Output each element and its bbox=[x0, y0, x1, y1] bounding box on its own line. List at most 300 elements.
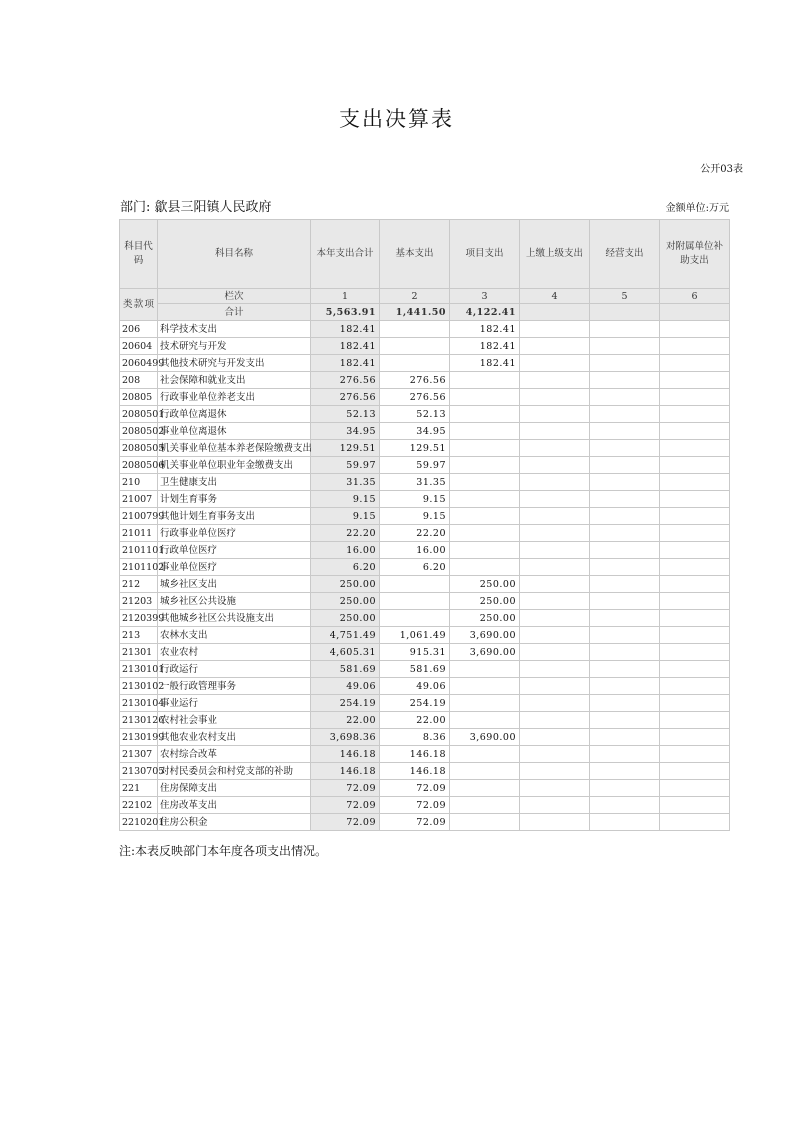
row-code: 213 bbox=[120, 627, 158, 644]
row-business bbox=[590, 576, 660, 593]
row-name: 社会保障和就业支出 bbox=[158, 372, 311, 389]
table-row bbox=[120, 576, 730, 593]
table-row bbox=[120, 610, 730, 627]
row-name: 事业单位离退休 bbox=[158, 423, 311, 440]
row-business bbox=[590, 389, 660, 406]
row-business bbox=[590, 508, 660, 525]
row-upper bbox=[520, 644, 590, 661]
row-total: 250.00 bbox=[311, 593, 380, 610]
expenditure-table bbox=[119, 219, 730, 831]
table-row bbox=[120, 355, 730, 372]
row-name: 城乡社区支出 bbox=[158, 576, 311, 593]
row-business bbox=[590, 440, 660, 457]
row-basic: 8.36 bbox=[380, 729, 450, 746]
row-code: 2101102 bbox=[120, 559, 158, 576]
table-header-row bbox=[120, 220, 730, 289]
total-row bbox=[120, 304, 730, 321]
row-upper bbox=[520, 797, 590, 814]
row-basic: 129.51 bbox=[380, 440, 450, 457]
row-project bbox=[450, 372, 520, 389]
table-row bbox=[120, 423, 730, 440]
row-basic: 22.20 bbox=[380, 525, 450, 542]
table-row bbox=[120, 525, 730, 542]
row-basic bbox=[380, 355, 450, 372]
row-subsidy bbox=[660, 389, 730, 406]
department-label: 部门: 歙县三阳镇人民政府 bbox=[120, 200, 272, 215]
row-name: 行政事业单位医疗 bbox=[158, 525, 311, 542]
row-upper bbox=[520, 780, 590, 797]
col-index-5: 5 bbox=[590, 289, 660, 304]
row-total: 182.41 bbox=[311, 321, 380, 338]
row-basic: 52.13 bbox=[380, 406, 450, 423]
row-upper bbox=[520, 423, 590, 440]
row-business bbox=[590, 321, 660, 338]
row-name: 事业运行 bbox=[158, 695, 311, 712]
row-total: 72.09 bbox=[311, 780, 380, 797]
row-name: 其他农业农村支出 bbox=[158, 729, 311, 746]
row-business bbox=[590, 338, 660, 355]
row-project bbox=[450, 457, 520, 474]
row-upper bbox=[520, 559, 590, 576]
header-lanci: 栏次 bbox=[158, 289, 311, 304]
table-row bbox=[120, 729, 730, 746]
table-row bbox=[120, 644, 730, 661]
row-subsidy bbox=[660, 661, 730, 678]
row-project bbox=[450, 389, 520, 406]
row-code: 2130126 bbox=[120, 712, 158, 729]
row-business bbox=[590, 763, 660, 780]
row-subsidy bbox=[660, 321, 730, 338]
row-project bbox=[450, 746, 520, 763]
row-basic: 254.19 bbox=[380, 695, 450, 712]
row-upper bbox=[520, 372, 590, 389]
row-subsidy bbox=[660, 746, 730, 763]
row-subsidy bbox=[660, 338, 730, 355]
row-basic: 146.18 bbox=[380, 746, 450, 763]
row-name: 机关事业单位基本养老保险缴费支出 bbox=[158, 440, 311, 457]
row-code: 2120399 bbox=[120, 610, 158, 627]
row-subsidy bbox=[660, 559, 730, 576]
row-name: 一般行政管理事务 bbox=[158, 678, 311, 695]
row-basic: 31.35 bbox=[380, 474, 450, 491]
row-total: 22.20 bbox=[311, 525, 380, 542]
header-name: 科目名称 bbox=[158, 220, 311, 289]
row-total: 254.19 bbox=[311, 695, 380, 712]
row-upper bbox=[520, 695, 590, 712]
table-row bbox=[120, 457, 730, 474]
row-business bbox=[590, 627, 660, 644]
row-basic: 72.09 bbox=[380, 797, 450, 814]
row-total: 52.13 bbox=[311, 406, 380, 423]
header-code: 科目代码 bbox=[120, 220, 158, 289]
row-total: 146.18 bbox=[311, 763, 380, 780]
row-upper bbox=[520, 440, 590, 457]
row-total: 276.56 bbox=[311, 389, 380, 406]
row-total: 72.09 bbox=[311, 814, 380, 831]
row-code: 2080506 bbox=[120, 457, 158, 474]
row-subsidy bbox=[660, 814, 730, 831]
row-code: 20604 bbox=[120, 338, 158, 355]
row-project bbox=[450, 661, 520, 678]
table-row bbox=[120, 542, 730, 559]
row-subsidy bbox=[660, 355, 730, 372]
row-code: 21007 bbox=[120, 491, 158, 508]
row-total: 34.95 bbox=[311, 423, 380, 440]
row-name: 行政单位医疗 bbox=[158, 542, 311, 559]
row-code: 206 bbox=[120, 321, 158, 338]
row-subsidy bbox=[660, 457, 730, 474]
row-total: 3,698.36 bbox=[311, 729, 380, 746]
row-basic: 59.97 bbox=[380, 457, 450, 474]
row-subsidy bbox=[660, 712, 730, 729]
column-index-row bbox=[120, 289, 730, 304]
row-total: 182.41 bbox=[311, 355, 380, 372]
row-total: 31.35 bbox=[311, 474, 380, 491]
table-row bbox=[120, 474, 730, 491]
table-row bbox=[120, 780, 730, 797]
row-business bbox=[590, 814, 660, 831]
row-subsidy bbox=[660, 508, 730, 525]
row-project: 250.00 bbox=[450, 610, 520, 627]
row-total: 276.56 bbox=[311, 372, 380, 389]
row-business bbox=[590, 780, 660, 797]
row-business bbox=[590, 593, 660, 610]
row-basic bbox=[380, 610, 450, 627]
row-name: 农业农村 bbox=[158, 644, 311, 661]
row-subsidy bbox=[660, 406, 730, 423]
col-index-3: 3 bbox=[450, 289, 520, 304]
row-name: 农村综合改革 bbox=[158, 746, 311, 763]
table-row bbox=[120, 678, 730, 695]
row-basic: 49.06 bbox=[380, 678, 450, 695]
row-project bbox=[450, 712, 520, 729]
row-code: 20805 bbox=[120, 389, 158, 406]
table-row bbox=[120, 372, 730, 389]
table-row bbox=[120, 406, 730, 423]
row-project bbox=[450, 406, 520, 423]
row-code: 208 bbox=[120, 372, 158, 389]
header-lei-kuan-xiang bbox=[120, 289, 158, 321]
row-upper bbox=[520, 593, 590, 610]
row-upper bbox=[520, 627, 590, 644]
row-project: 182.41 bbox=[450, 338, 520, 355]
row-project bbox=[450, 508, 520, 525]
row-basic: 34.95 bbox=[380, 423, 450, 440]
row-subsidy bbox=[660, 644, 730, 661]
row-subsidy bbox=[660, 423, 730, 440]
total-sum: 5,563.91 bbox=[311, 304, 380, 321]
row-basic: 1,061.49 bbox=[380, 627, 450, 644]
row-subsidy bbox=[660, 372, 730, 389]
row-code: 2130104 bbox=[120, 695, 158, 712]
form-number: 公开03表 bbox=[700, 164, 743, 175]
row-name: 农林水支出 bbox=[158, 627, 311, 644]
row-business bbox=[590, 542, 660, 559]
header-business: 经营支出 bbox=[590, 220, 660, 289]
col-index-6: 6 bbox=[660, 289, 730, 304]
col-index-4: 4 bbox=[520, 289, 590, 304]
row-name: 技术研究与开发 bbox=[158, 338, 311, 355]
footnote: 注:本表反映部门本年度各项支出情况。 bbox=[119, 844, 328, 858]
row-basic bbox=[380, 576, 450, 593]
table-row bbox=[120, 814, 730, 831]
row-project bbox=[450, 780, 520, 797]
header-upper: 上缴上级支出 bbox=[520, 220, 590, 289]
row-subsidy bbox=[660, 576, 730, 593]
row-subsidy bbox=[660, 610, 730, 627]
row-total: 182.41 bbox=[311, 338, 380, 355]
row-code: 2101101 bbox=[120, 542, 158, 559]
header-lei: 类 bbox=[123, 299, 133, 310]
row-subsidy bbox=[660, 474, 730, 491]
row-subsidy bbox=[660, 797, 730, 814]
table-row bbox=[120, 712, 730, 729]
row-project bbox=[450, 423, 520, 440]
row-subsidy bbox=[660, 593, 730, 610]
row-name: 卫生健康支出 bbox=[158, 474, 311, 491]
row-subsidy bbox=[660, 440, 730, 457]
row-upper bbox=[520, 491, 590, 508]
row-code: 2130705 bbox=[120, 763, 158, 780]
row-upper bbox=[520, 355, 590, 372]
row-basic: 6.20 bbox=[380, 559, 450, 576]
row-total: 129.51 bbox=[311, 440, 380, 457]
row-code: 21011 bbox=[120, 525, 158, 542]
total-business bbox=[590, 304, 660, 321]
row-subsidy bbox=[660, 491, 730, 508]
row-basic bbox=[380, 593, 450, 610]
table-row bbox=[120, 491, 730, 508]
row-total: 9.15 bbox=[311, 508, 380, 525]
row-upper bbox=[520, 321, 590, 338]
row-project bbox=[450, 814, 520, 831]
table-row bbox=[120, 797, 730, 814]
row-name: 住房改革支出 bbox=[158, 797, 311, 814]
row-code: 2080501 bbox=[120, 406, 158, 423]
row-basic bbox=[380, 321, 450, 338]
row-total: 16.00 bbox=[311, 542, 380, 559]
total-label: 合计 bbox=[158, 304, 311, 321]
row-subsidy bbox=[660, 729, 730, 746]
table-row bbox=[120, 763, 730, 780]
row-total: 250.00 bbox=[311, 610, 380, 627]
row-code: 2130101 bbox=[120, 661, 158, 678]
row-business bbox=[590, 525, 660, 542]
row-subsidy bbox=[660, 780, 730, 797]
row-code: 21307 bbox=[120, 746, 158, 763]
table-row bbox=[120, 746, 730, 763]
table-row bbox=[120, 389, 730, 406]
header-xiang: 项 bbox=[144, 299, 154, 310]
row-name: 其他城乡社区公共设施支出 bbox=[158, 610, 311, 627]
table-row bbox=[120, 559, 730, 576]
row-project: 250.00 bbox=[450, 593, 520, 610]
row-subsidy bbox=[660, 678, 730, 695]
row-upper bbox=[520, 746, 590, 763]
row-project bbox=[450, 695, 520, 712]
row-project: 250.00 bbox=[450, 576, 520, 593]
row-name: 对村民委员会和村党支部的补助 bbox=[158, 763, 311, 780]
row-upper bbox=[520, 729, 590, 746]
row-upper bbox=[520, 576, 590, 593]
row-code: 2080502 bbox=[120, 423, 158, 440]
row-business bbox=[590, 559, 660, 576]
row-total: 9.15 bbox=[311, 491, 380, 508]
row-basic bbox=[380, 338, 450, 355]
row-project: 3,690.00 bbox=[450, 729, 520, 746]
total-subsidy bbox=[660, 304, 730, 321]
row-upper bbox=[520, 474, 590, 491]
page-title: 支出决算表 bbox=[339, 107, 454, 131]
row-upper bbox=[520, 814, 590, 831]
row-business bbox=[590, 695, 660, 712]
row-total: 581.69 bbox=[311, 661, 380, 678]
row-total: 72.09 bbox=[311, 797, 380, 814]
row-upper bbox=[520, 712, 590, 729]
row-basic: 16.00 bbox=[380, 542, 450, 559]
row-total: 250.00 bbox=[311, 576, 380, 593]
row-code: 2100799 bbox=[120, 508, 158, 525]
row-upper bbox=[520, 406, 590, 423]
row-code: 21301 bbox=[120, 644, 158, 661]
row-project bbox=[450, 474, 520, 491]
row-upper bbox=[520, 678, 590, 695]
row-name: 机关事业单位职业年金缴费支出 bbox=[158, 457, 311, 474]
header-kuan: 款 bbox=[133, 299, 144, 310]
row-total: 59.97 bbox=[311, 457, 380, 474]
header-basic: 基本支出 bbox=[380, 220, 450, 289]
row-name: 其他计划生育事务支出 bbox=[158, 508, 311, 525]
row-project bbox=[450, 542, 520, 559]
row-code: 22102 bbox=[120, 797, 158, 814]
row-basic: 9.15 bbox=[380, 491, 450, 508]
row-code: 2130199 bbox=[120, 729, 158, 746]
row-basic: 581.69 bbox=[380, 661, 450, 678]
row-business bbox=[590, 729, 660, 746]
header-subsidy: 对附属单位补助支出 bbox=[660, 220, 730, 289]
row-subsidy bbox=[660, 542, 730, 559]
row-upper bbox=[520, 542, 590, 559]
row-name: 事业单位医疗 bbox=[158, 559, 311, 576]
row-business bbox=[590, 491, 660, 508]
row-business bbox=[590, 661, 660, 678]
row-name: 计划生育事务 bbox=[158, 491, 311, 508]
row-upper bbox=[520, 525, 590, 542]
row-code: 210 bbox=[120, 474, 158, 491]
row-business bbox=[590, 610, 660, 627]
table-row bbox=[120, 593, 730, 610]
table-row bbox=[120, 321, 730, 338]
row-project bbox=[450, 763, 520, 780]
row-upper bbox=[520, 457, 590, 474]
total-basic: 1,441.50 bbox=[380, 304, 450, 321]
row-code: 2080505 bbox=[120, 440, 158, 457]
row-code: 2060499 bbox=[120, 355, 158, 372]
row-name: 住房公积金 bbox=[158, 814, 311, 831]
row-project bbox=[450, 678, 520, 695]
table-row bbox=[120, 661, 730, 678]
row-project: 3,690.00 bbox=[450, 627, 520, 644]
row-business bbox=[590, 797, 660, 814]
row-project bbox=[450, 797, 520, 814]
row-business bbox=[590, 746, 660, 763]
row-basic: 276.56 bbox=[380, 389, 450, 406]
unit-label: 金额单位:万元 bbox=[665, 203, 729, 214]
table-row bbox=[120, 508, 730, 525]
row-name: 行政运行 bbox=[158, 661, 311, 678]
row-business bbox=[590, 644, 660, 661]
row-code: 212 bbox=[120, 576, 158, 593]
row-basic: 9.15 bbox=[380, 508, 450, 525]
table-row bbox=[120, 440, 730, 457]
row-basic: 22.00 bbox=[380, 712, 450, 729]
row-project: 3,690.00 bbox=[450, 644, 520, 661]
row-total: 4,751.49 bbox=[311, 627, 380, 644]
row-name: 行政事业单位养老支出 bbox=[158, 389, 311, 406]
row-code: 2130102 bbox=[120, 678, 158, 695]
header-total: 本年支出合计 bbox=[311, 220, 380, 289]
row-name: 行政单位离退休 bbox=[158, 406, 311, 423]
row-project bbox=[450, 440, 520, 457]
col-index-2: 2 bbox=[380, 289, 450, 304]
row-business bbox=[590, 678, 660, 695]
row-business bbox=[590, 423, 660, 440]
row-upper bbox=[520, 610, 590, 627]
row-total: 49.06 bbox=[311, 678, 380, 695]
row-upper bbox=[520, 661, 590, 678]
row-upper bbox=[520, 389, 590, 406]
total-upper bbox=[520, 304, 590, 321]
row-name: 农村社会事业 bbox=[158, 712, 311, 729]
row-project bbox=[450, 559, 520, 576]
row-upper bbox=[520, 338, 590, 355]
row-subsidy bbox=[660, 695, 730, 712]
row-project bbox=[450, 491, 520, 508]
row-total: 146.18 bbox=[311, 746, 380, 763]
row-name: 住房保障支出 bbox=[158, 780, 311, 797]
table-row bbox=[120, 627, 730, 644]
row-subsidy bbox=[660, 525, 730, 542]
row-name: 科学技术支出 bbox=[158, 321, 311, 338]
row-business bbox=[590, 712, 660, 729]
row-business bbox=[590, 457, 660, 474]
row-basic: 72.09 bbox=[380, 814, 450, 831]
row-code: 21203 bbox=[120, 593, 158, 610]
row-basic: 915.31 bbox=[380, 644, 450, 661]
row-project: 182.41 bbox=[450, 321, 520, 338]
row-name: 其他技术研究与开发支出 bbox=[158, 355, 311, 372]
row-code: 2210201 bbox=[120, 814, 158, 831]
row-basic: 276.56 bbox=[380, 372, 450, 389]
row-total: 4,605.31 bbox=[311, 644, 380, 661]
row-business bbox=[590, 355, 660, 372]
row-project bbox=[450, 525, 520, 542]
row-basic: 146.18 bbox=[380, 763, 450, 780]
col-index-1: 1 bbox=[311, 289, 380, 304]
table-row bbox=[120, 338, 730, 355]
row-project: 182.41 bbox=[450, 355, 520, 372]
row-total: 22.00 bbox=[311, 712, 380, 729]
row-upper bbox=[520, 763, 590, 780]
row-business bbox=[590, 406, 660, 423]
row-upper bbox=[520, 508, 590, 525]
row-basic: 72.09 bbox=[380, 780, 450, 797]
row-code: 221 bbox=[120, 780, 158, 797]
row-subsidy bbox=[660, 763, 730, 780]
row-name: 城乡社区公共设施 bbox=[158, 593, 311, 610]
total-project: 4,122.41 bbox=[450, 304, 520, 321]
row-business bbox=[590, 474, 660, 491]
